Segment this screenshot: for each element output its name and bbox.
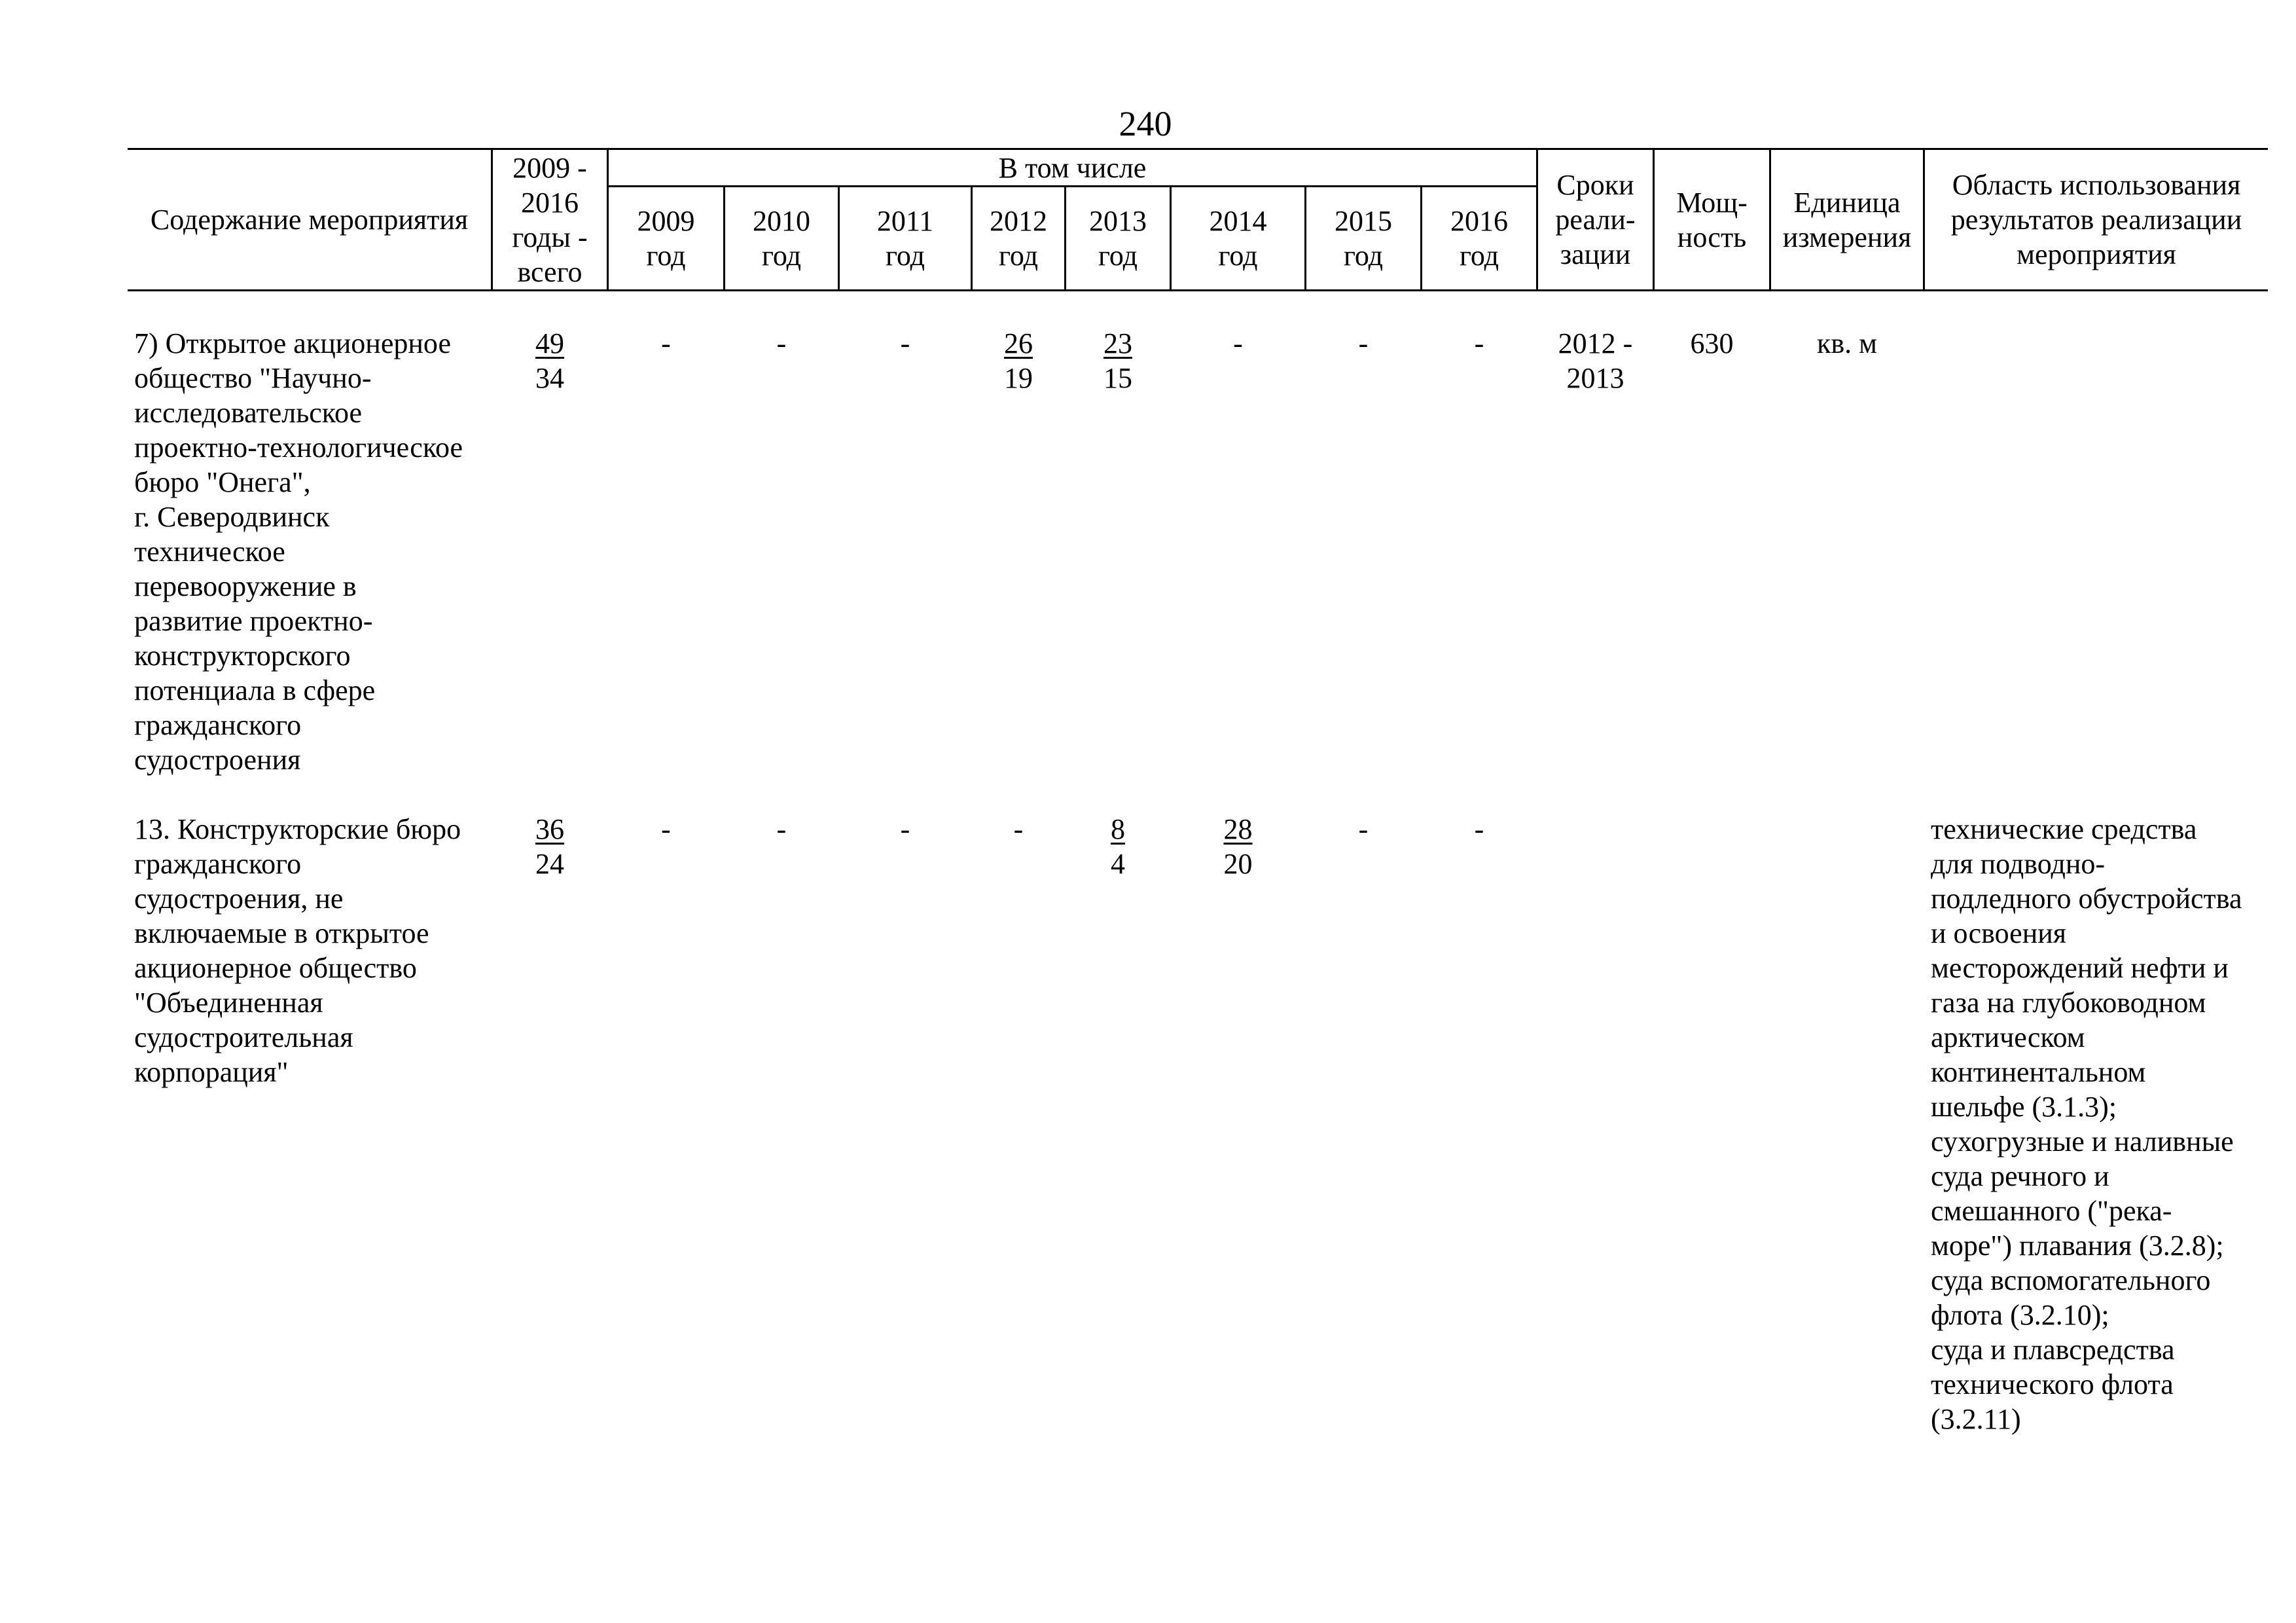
header-terms: Сроки реали- зации [1555,169,1636,270]
row-year-2013-bottom: 15 [1103,362,1132,394]
header-year-2012: 2012 год [990,205,1047,272]
row-year-2014: - [1233,327,1243,359]
header-year-2011: 2011 год [876,205,934,272]
header-total: 2009 - 2016 годы - всего [512,151,588,288]
header-bottom-rule [128,289,2268,291]
row-year-2011: - [900,327,910,359]
header-content: Содержание мероприятия [150,204,469,236]
header-year-2013: 2013 год [1089,205,1147,272]
header-unit: Единица измерения [1782,186,1912,253]
row-total-bottom: 34 [535,362,564,394]
row-description: 13. Конструкторские бюро гражданского судостроения, не включаемые в открытое акционерное общество "Объединенная судостроительная корпорация" [134,813,461,1088]
header-year-2015: 2015 год [1335,205,1392,272]
row-year-2015: - [1358,813,1369,845]
row-terms-start: 2012 - [1558,327,1633,359]
header-year-2010: 2010 год [753,205,810,272]
row-area: технические средства для подводно- подледного обустройства и освоения месторождений нефти и газа на глубоководном арктическом континентальном шельфе (3.1.3); сухогрузные и наливные суда речного и смешанного ("река- море") плавания (3.2.8); суда вспомогательного флота (3.2.10); суда и плавсредства технического флота (3.2.11) [1931,813,2242,1435]
row-total-bottom: 24 [535,848,564,880]
row-year-2011: - [900,813,910,845]
header-capacity: Мощ- ность [1676,186,1748,253]
header-including: В том числе [998,151,1147,184]
row-terms-end: 2013 [1566,362,1624,394]
header-year-2009: 2009 год [637,205,695,272]
row-year-2010: - [776,327,787,359]
row-year-2015: - [1358,327,1369,359]
row-description: 7) Открытое акционерное общество "Научно- исследовательское проектно-технологическое бюро "Онега", г. Северодвинск техническое перевооружение в развитие проектно- конструкторского потенциала в сфере гражданского судостроения [134,327,463,776]
row-year-2009: - [661,327,671,359]
header-year-2014: 2014 год [1209,205,1267,272]
row-year-2012-bottom: 19 [1004,362,1033,394]
row-total-top: 49 [535,327,564,359]
row-year-2012-top: 26 [1004,327,1033,359]
row-year-2014-bottom: 20 [1223,848,1253,880]
row-year-2014-top: 28 [1223,813,1253,845]
header-area: Область использования результатов реализации мероприятия [1950,169,2242,270]
row-year-2016: - [1474,813,1484,845]
row-year-2013-top: 23 [1103,327,1132,359]
row-year-2012: - [1013,813,1024,845]
row-unit: кв. м [1817,327,1877,359]
row-year-2013-top: 8 [1111,813,1125,845]
row-year-2009: - [661,813,671,845]
page-number: 240 [1119,104,1172,143]
row-capacity: 630 [1690,327,1734,359]
row-year-2010: - [776,813,787,845]
header-year-2016: 2016 год [1450,205,1508,272]
row-year-2013-bottom: 4 [1111,848,1125,880]
row-total-top: 36 [535,813,564,845]
row-year-2016: - [1474,327,1484,359]
